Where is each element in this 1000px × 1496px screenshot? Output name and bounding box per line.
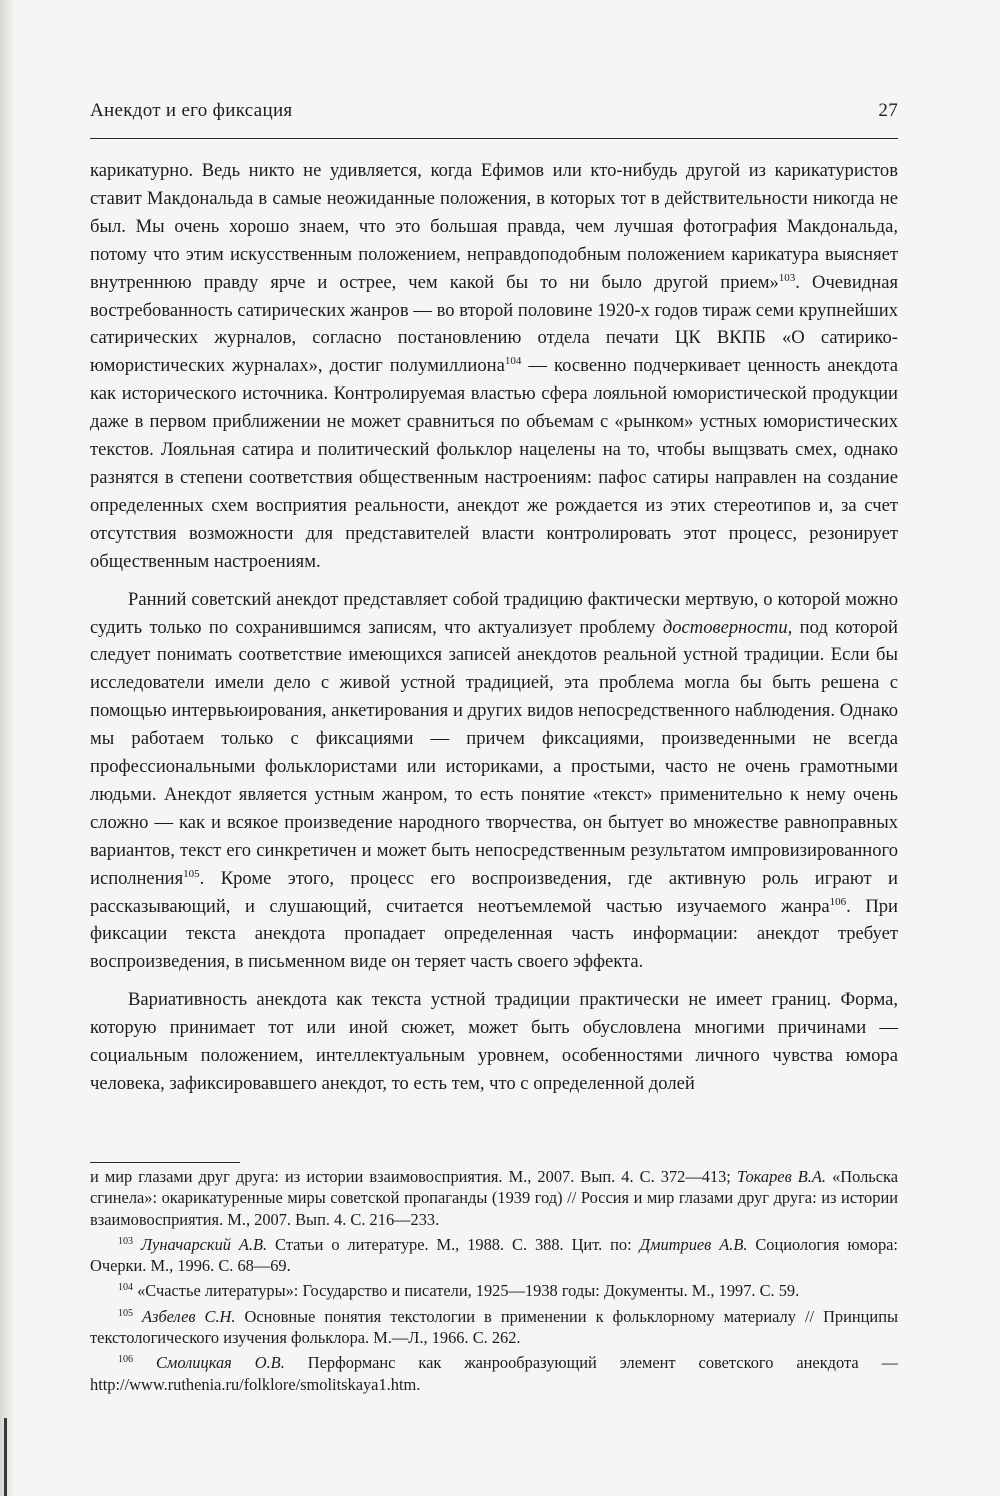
binding-mark [4, 1418, 7, 1496]
header-rule [90, 138, 898, 139]
running-header [90, 100, 898, 126]
footnote-106: $^{106}$ Смолицкая О.В. Перформанс как жанрообразующий элемент советского анекдота — http://www.ruthenia.ru/folklore/smolitskaya1.htm. [90, 1353, 898, 1394]
page-edge-shadow [0, 0, 14, 1496]
footnote-continuation: и мир глазами друг друга: из истории взаимовосприятия. М., 2007. Вып. 4. С. 372—413; Токарев В.А. «Польска сгинела»: окарикатуренные миры советской пропаганды (1939 год) // Россия и мир глазами друг друга: из истории взаимовосприятия. М., 2007. Вып. 4. С. 216—233. [90, 1167, 899, 1229]
paragraph-2: Ранний советский анекдот представляет собой традицию фактически мертвую, о которой можно судить только по сохранившимся записям, что актуализует проблему достоверности, под которой следует понимать соответствие имеющихся записей анекдотов реальной устной традиции. Если бы исследователи имели дело с живой устной традицией, эта проблема могла бы быть решена с помощью интервьюирования, анкетирования и других видов непосредственного наблюдения. Однако мы работаем только с фиксациями — причем фиксациями, произведенными не всегда профессиональными фольклористами или историками, а простыми, часто не очень грамотными людьми. Анекдот является устным жанром, то есть понятие «текст» применительно к нему очень сложно — как и всякое произведение народного творчества, он бытует во множестве равноправных вариантов, текст его синкретичен и может быть непосредственным результатом импровизированного исполнения$^{105}$. Кроме этого, процесс его воспроизведения, где активную роль играют и рассказывающий, и слушающий, считается неотъемлемой частью изучаемого жанра$^{106}$. При фиксации текста анекдота пропадает определенная часть информации: анекдот требует воспроизведения, в письменном виде он теряет часть своего эффекта. [90, 588, 898, 973]
footnotes [90, 1166, 898, 1399]
footnote-105: $^{105}$ Азбелев С.Н. Основные понятия текстологии в применении к фольклорному материалу // Принципы текстологического изучения фольклора. М.—Л., 1966. С. 262. [90, 1306, 898, 1348]
footnote-104: $^{104}$ «Счастье литературы»: Государство и писатели, 1925—1938 годы: Документы. М., 1997. С. 59. [118, 1281, 800, 1301]
footnote-ref-105: 105 [183, 867, 200, 880]
paragraph-3: Вариативность анекдота как текста устной традиции практически не имеет границ. Форма, которую принимает тот или иной сюжет, может быть обусловлена многими причинами — социальным положением, интеллектуальным уровнем, особенностями личного чувства юмора человека, зафиксировавшего анекдот, то есть тем, что с определенной долей [90, 989, 898, 1094]
footnote-ref-106: 106 [829, 895, 847, 908]
running-title: Анекдот и его фиксация [90, 100, 293, 121]
main-text [90, 157, 898, 1108]
footnote-ref-104: 104 [504, 355, 522, 368]
emphasis-term: достоверности [662, 616, 788, 638]
paragraph-1: карикатурно. Ведь никто не удивляется, когда Ефимов или кто-нибудь другой из карикатуристов ставит Макдональда в самые неожиданные положения, в которых тот в действительности никогда не был. Мы очень хорошо знаем, что это большая правда, чем лучшая фотография Макдональда, потому что этим искусственным положением, неправдоподобным положением карикатура выясняет внутреннюю правду ярче и острее, чем какой бы то ни было другой прием»$^{103}$. Очевидная востребованность сатирических жанров — во второй половине 1920-х годов тираж семи крупнейших сатирических журналов, согласно постановлению отдела печати ЦК ВКПБ «О сатирико-юмористических журналах», достиг полумиллиона$^{104}$ — косвенно подчеркивает ценность анекдота как исторического источника. Контролируемая властью сфера лояльной юмористической продукции даже в первом приближении не может сравниться по объемам с «рынком» устных юмористических текстов. Лояльная сатира и политический фольклор нацелены на то, чтобы выщзвать смех, однако разнятся в степени соответствия общественным настроениям: пафос сатиры направлен на создание определенных схем восприятия реальности, анекдот же рождается из этих стереотипов и, за счет отсутствия возможности для представителей власти контролировать этот процесс, резонирует общественным настроениям. [90, 160, 898, 572]
footnote-ref-103: 103 [778, 271, 796, 284]
page-number: 27 [878, 100, 898, 121]
footnote-103: $^{103}$ Луначарский А.В. Статьи о литературе. М., 1988. С. 388. Цит. по: Дмитриев А.В. Социология юмора: Очерки. М., 1996. С. 68—69. [90, 1234, 898, 1276]
footnote-rule [90, 1162, 240, 1163]
